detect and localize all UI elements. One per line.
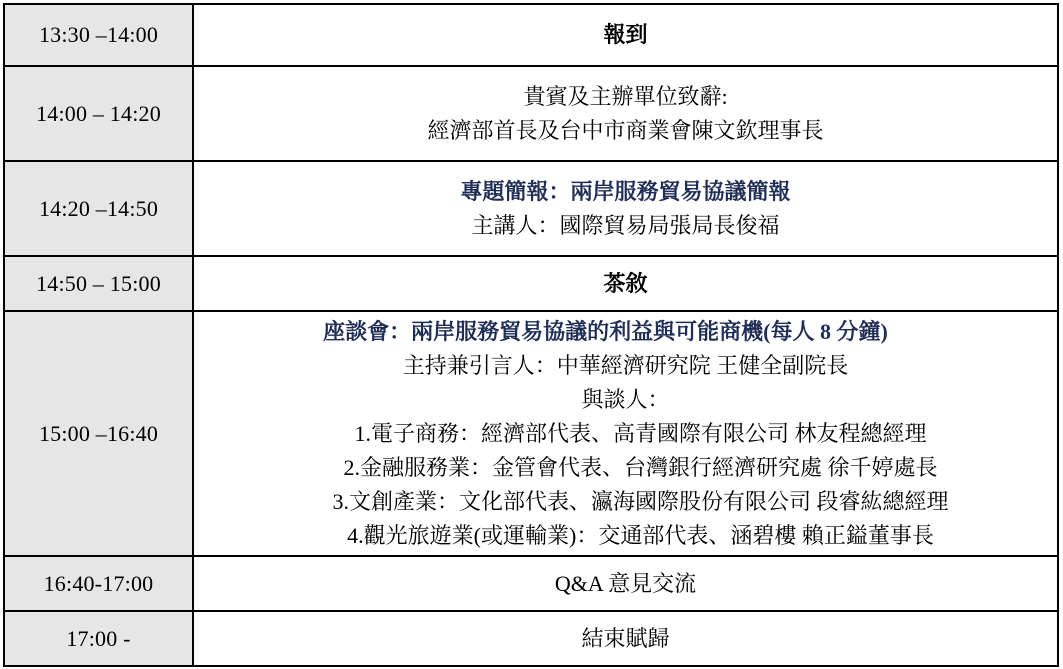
panelist-item: 2.金融服務業：金管會代表、台灣銀行經濟研究處 徐千婷處長 xyxy=(343,454,938,480)
session-title: 報到 xyxy=(603,22,648,47)
session-cell xyxy=(193,161,1058,256)
panelist-item: 1.電子商務：經濟部代表、高青國際有限公司 林友程總經理 xyxy=(354,420,927,446)
session-title: 專題簡報：兩岸服務貿易協議簡報 xyxy=(460,178,791,204)
session-title: 貴賓及主辦單位致辭: xyxy=(523,83,728,109)
session-title: 茶敘 xyxy=(603,270,648,296)
session-cell xyxy=(193,66,1058,161)
agenda-row xyxy=(4,256,1058,311)
agenda-table xyxy=(3,3,1059,667)
agenda-row xyxy=(4,66,1058,161)
session-cell xyxy=(193,556,1058,611)
session-cell xyxy=(193,611,1058,666)
time-cell: 13:30 –14:00 xyxy=(4,4,193,66)
time-cell: 14:50 – 15:00 xyxy=(4,256,193,311)
session-host: 主持兼引言人：中華經濟研究院 王健全副院長 xyxy=(402,352,849,378)
agenda-row xyxy=(4,611,1058,666)
panel-label: 與談人： xyxy=(581,386,670,412)
agenda-row xyxy=(4,556,1058,611)
session-title: Q&A 意見交流 xyxy=(554,570,697,596)
session-title: 結束賦歸 xyxy=(581,625,670,651)
agenda-row xyxy=(4,311,1058,556)
time-cell: 15:00 –16:40 xyxy=(4,311,193,556)
session-speaker: 主講人：國際貿易局張局長俊福 xyxy=(471,212,780,238)
time-cell: 17:00 - xyxy=(4,611,193,666)
panelist-item: 4.觀光旅遊業(或運輸業)：交通部代表、涵碧樓 賴正鎰董事長 xyxy=(347,522,934,548)
session-cell xyxy=(193,4,1058,66)
session-cell xyxy=(193,256,1058,311)
time-cell: 14:20 –14:50 xyxy=(4,161,193,256)
agenda-row xyxy=(4,4,1058,66)
session-detail: 經濟部首長及台中市商業會陳文欽理事長 xyxy=(427,117,824,143)
session-title: 座談會：兩岸服務貿易協議的利益與可能商機(每人 8 分鐘) xyxy=(323,318,888,344)
panelist-item: 3.文創產業：文化部代表、瀛海國際股份有限公司 段睿紘總經理 xyxy=(332,488,949,514)
session-cell xyxy=(193,311,1058,556)
time-cell: 16:40-17:00 xyxy=(4,556,193,611)
time-cell: 14:00 – 14:20 xyxy=(4,66,193,161)
agenda-row xyxy=(4,161,1058,256)
